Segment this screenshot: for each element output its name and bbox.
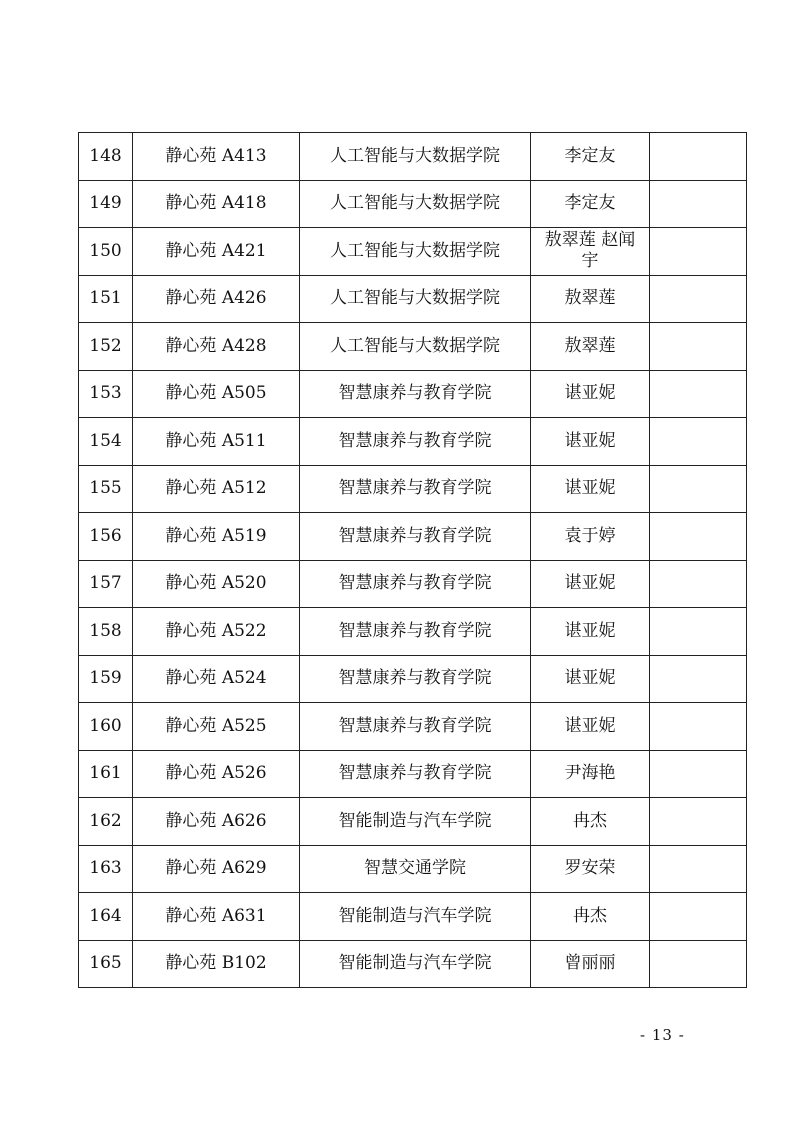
room-cell: 静心苑 A631: [133, 893, 300, 941]
row-number-cell: 148: [79, 133, 133, 181]
college-cell: 智能制造与汽车学院: [300, 798, 531, 846]
person-cell: 谌亚妮: [531, 608, 650, 656]
college-cell: 智慧康养与教育学院: [300, 560, 531, 608]
table-row: [79, 370, 747, 418]
room-cell: 静心苑 A520: [133, 560, 300, 608]
table-row: [79, 323, 747, 371]
person-cell: 谌亚妮: [531, 655, 650, 703]
person-cell: 敖翠莲 赵闻宇: [531, 228, 650, 276]
note-cell: [650, 845, 747, 893]
note-cell: [650, 798, 747, 846]
table-row: [79, 845, 747, 893]
room-cell: 静心苑 A511: [133, 418, 300, 466]
college-cell: 人工智能与大数据学院: [300, 275, 531, 323]
person-cell: 谌亚妮: [531, 465, 650, 513]
row-number-cell: 150: [79, 228, 133, 276]
table-row: [79, 655, 747, 703]
college-cell: 智能制造与汽车学院: [300, 940, 531, 988]
room-cell: 静心苑 A428: [133, 323, 300, 371]
note-cell: [650, 940, 747, 988]
note-cell: [650, 703, 747, 751]
table-row: [79, 750, 747, 798]
room-cell: 静心苑 A524: [133, 655, 300, 703]
note-cell: [650, 608, 747, 656]
college-cell: 智慧康养与教育学院: [300, 750, 531, 798]
note-cell: [650, 275, 747, 323]
note-cell: [650, 323, 747, 371]
college-cell: 智慧康养与教育学院: [300, 370, 531, 418]
table-row: [79, 940, 747, 988]
row-number-cell: 161: [79, 750, 133, 798]
room-cell: 静心苑 A418: [133, 180, 300, 228]
note-cell: [650, 893, 747, 941]
table-body: [79, 133, 747, 988]
table-row: [79, 703, 747, 751]
college-cell: 人工智能与大数据学院: [300, 323, 531, 371]
row-number-cell: 162: [79, 798, 133, 846]
college-cell: 人工智能与大数据学院: [300, 228, 531, 276]
person-cell: 袁于婷: [531, 513, 650, 561]
room-cell: 静心苑 B102: [133, 940, 300, 988]
row-number-cell: 163: [79, 845, 133, 893]
room-cell: 静心苑 A421: [133, 228, 300, 276]
row-number-cell: 149: [79, 180, 133, 228]
room-cell: 静心苑 A525: [133, 703, 300, 751]
college-cell: 智慧康养与教育学院: [300, 703, 531, 751]
room-cell: 静心苑 A413: [133, 133, 300, 181]
note-cell: [650, 465, 747, 513]
table-row: [79, 513, 747, 561]
college-cell: 人工智能与大数据学院: [300, 180, 531, 228]
row-number-cell: 159: [79, 655, 133, 703]
table-row: [79, 893, 747, 941]
row-number-cell: 155: [79, 465, 133, 513]
college-cell: 智慧康养与教育学院: [300, 655, 531, 703]
note-cell: [650, 513, 747, 561]
row-number-cell: 158: [79, 608, 133, 656]
page-number: - 13 -: [640, 1026, 685, 1044]
college-cell: 智慧康养与教育学院: [300, 465, 531, 513]
table-row: [79, 228, 747, 276]
table-row: [79, 798, 747, 846]
note-cell: [650, 228, 747, 276]
row-number-cell: 152: [79, 323, 133, 371]
note-cell: [650, 655, 747, 703]
person-cell: 冉杰: [531, 798, 650, 846]
table-row: [79, 465, 747, 513]
person-cell: 敖翠莲: [531, 323, 650, 371]
person-cell: 谌亚妮: [531, 560, 650, 608]
person-cell: 敖翠莲: [531, 275, 650, 323]
person-cell: 曾丽丽: [531, 940, 650, 988]
room-cell: 静心苑 A426: [133, 275, 300, 323]
table-row: [79, 133, 747, 181]
person-cell: 李定友: [531, 133, 650, 181]
person-cell: 谌亚妮: [531, 370, 650, 418]
note-cell: [650, 560, 747, 608]
person-cell: 尹海艳: [531, 750, 650, 798]
room-cell: 静心苑 A505: [133, 370, 300, 418]
room-cell: 静心苑 A519: [133, 513, 300, 561]
row-number-cell: 157: [79, 560, 133, 608]
note-cell: [650, 418, 747, 466]
person-cell: 李定友: [531, 180, 650, 228]
row-number-cell: 156: [79, 513, 133, 561]
college-cell: 智慧康养与教育学院: [300, 418, 531, 466]
row-number-cell: 160: [79, 703, 133, 751]
college-cell: 智慧康养与教育学院: [300, 608, 531, 656]
note-cell: [650, 750, 747, 798]
room-cell: 静心苑 A522: [133, 608, 300, 656]
college-cell: 智慧康养与教育学院: [300, 513, 531, 561]
room-cell: 静心苑 A512: [133, 465, 300, 513]
table-row: [79, 560, 747, 608]
college-cell: 智能制造与汽车学院: [300, 893, 531, 941]
row-number-cell: 164: [79, 893, 133, 941]
table-row: [79, 608, 747, 656]
room-cell: 静心苑 A526: [133, 750, 300, 798]
note-cell: [650, 133, 747, 181]
table-row: [79, 180, 747, 228]
row-number-cell: 151: [79, 275, 133, 323]
person-cell: 谌亚妮: [531, 418, 650, 466]
dormitory-table: [78, 132, 747, 988]
row-number-cell: 165: [79, 940, 133, 988]
college-cell: 智慧交通学院: [300, 845, 531, 893]
person-cell: 谌亚妮: [531, 703, 650, 751]
row-number-cell: 154: [79, 418, 133, 466]
room-cell: 静心苑 A629: [133, 845, 300, 893]
person-cell: 罗安荣: [531, 845, 650, 893]
table-row: [79, 418, 747, 466]
row-number-cell: 153: [79, 370, 133, 418]
note-cell: [650, 370, 747, 418]
note-cell: [650, 180, 747, 228]
person-cell: 冉杰: [531, 893, 650, 941]
room-cell: 静心苑 A626: [133, 798, 300, 846]
table-row: [79, 275, 747, 323]
college-cell: 人工智能与大数据学院: [300, 133, 531, 181]
